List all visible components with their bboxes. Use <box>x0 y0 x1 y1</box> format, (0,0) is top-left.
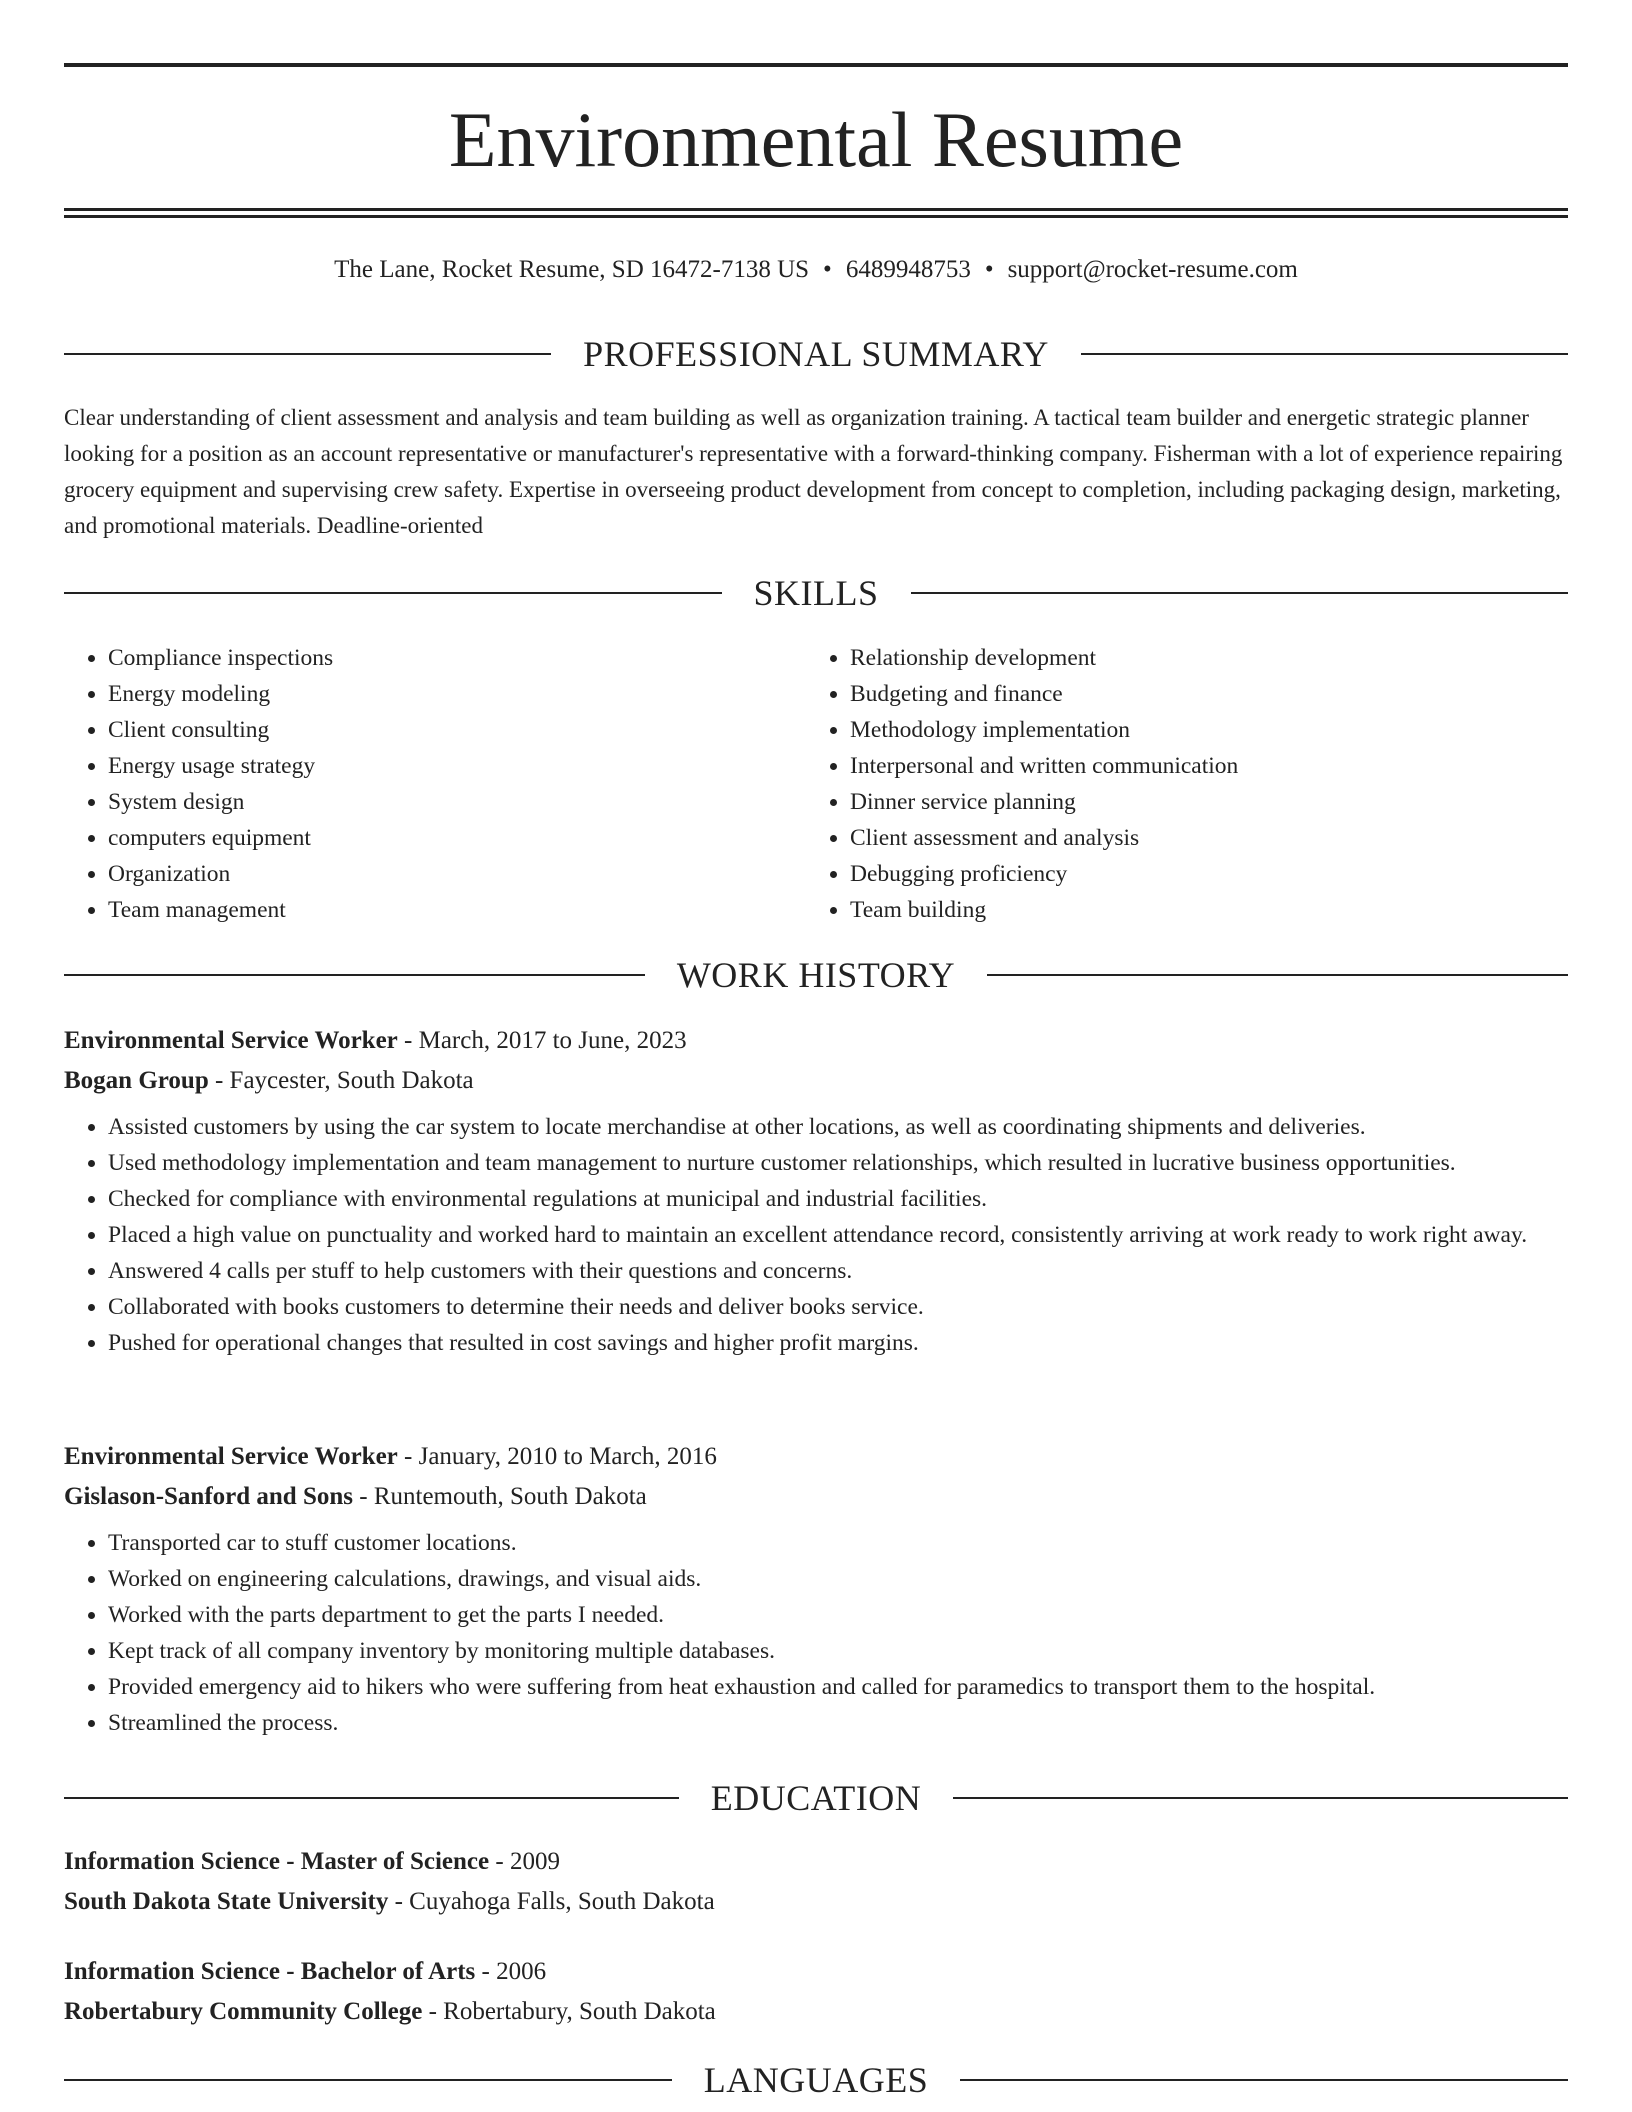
contact-email: support@rocket-resume.com <box>1007 256 1298 283</box>
heading-rule <box>64 592 722 594</box>
education-heading-label: EDUCATION <box>710 1778 922 1818</box>
contact-phone: 6489948753 <box>845 256 971 283</box>
summary-text: Clear understanding of client assessment and analysis and team building as well as organization training. A tactical team builder and energetic strategic planner looking for a position as an account representative or manufacturer's representative with a forward-thinking company. Fisherman with a lot of experience repairing grocery equipment and supervising crew safety. Expertise in overseeing product development from concept to completion, including packaging design, marketing, and promotional materials. Deadline-oriented <box>64 405 1563 538</box>
job-company-line <box>64 1477 1568 1517</box>
job-company: Gislason-Sanford and Sons <box>64 1483 354 1510</box>
job-dates: - January, 2010 to March, 2016 <box>397 1443 717 1470</box>
education-heading <box>64 1776 1568 1820</box>
skill-item: • Energy usage strategy <box>108 748 788 784</box>
job-bullet: • Kept track of all company inventory by monitoring multiple databases. <box>108 1633 1568 1669</box>
job-bullet: • Collaborated with books customers to determine their needs and deliver books service. <box>108 1289 1568 1325</box>
job-title-line <box>64 1021 1568 1061</box>
education-school: South Dakota State University <box>64 1888 389 1915</box>
job-location: - Runtemouth, South Dakota <box>353 1483 647 1510</box>
skill-item: • System design <box>108 784 788 820</box>
skill-item: • Dinner service planning <box>850 784 1550 820</box>
contact-separator: • <box>823 256 832 283</box>
heading-rule <box>911 592 1569 594</box>
heading-rule <box>960 2079 1568 2081</box>
resume-title: Environmental Resume <box>448 96 1184 183</box>
education-entry <box>64 1952 1568 2040</box>
education-school-line <box>64 1992 1568 2032</box>
work-heading-label: WORK HISTORY <box>676 955 956 995</box>
job-bullet: • Assisted customers by using the car system to locate merchandise at other locations, as well as coordinating shipments and deliveries. <box>108 1109 1568 1145</box>
skills-heading-label: SKILLS <box>753 573 879 613</box>
job-location: - Faycester, South Dakota <box>208 1067 474 1094</box>
job-bullet: • Answered 4 calls per stuff to help customers with their questions and concerns. <box>108 1253 1568 1289</box>
job-bullet: • Streamlined the process. <box>108 1705 1568 1741</box>
skill-item: • Client consulting <box>108 712 788 748</box>
job-bullet: • Transported car to stuff customer locations. <box>108 1525 1568 1561</box>
education-year: - 2006 <box>475 1958 547 1985</box>
skill-item: • computers equipment <box>108 820 788 856</box>
heading-rule <box>953 1797 1568 1799</box>
skills-list-right <box>806 640 1550 928</box>
job-bullets <box>64 1525 1568 1741</box>
education-entry <box>64 1842 1568 1930</box>
job-bullet: • Worked with the parts department to get the parts I needed. <box>108 1597 1568 1633</box>
skill-item: • Debugging proficiency <box>850 856 1550 892</box>
job-bullet: • Pushed for operational changes that resulted in cost savings and higher profit margins. <box>108 1325 1568 1361</box>
job-bullet: • Worked on engineering calculations, drawings, and visual aids. <box>108 1561 1568 1597</box>
education-year: - 2009 <box>489 1848 560 1875</box>
job-bullet: • Used methodology implementation and team management to nurture customer relationships, which resulted in lucrative business opportunities. <box>108 1145 1568 1181</box>
skill-item: • Interpersonal and written communication <box>850 748 1550 784</box>
job-title: Environmental Service Worker <box>64 1027 398 1054</box>
summary-heading <box>64 332 1568 376</box>
contact-line <box>64 252 1568 288</box>
skill-item: • Relationship development <box>850 640 1550 676</box>
summary-heading-label: PROFESSIONAL SUMMARY <box>583 334 1049 374</box>
skills-heading <box>64 571 1568 615</box>
job-entry <box>64 1021 1568 1361</box>
languages-heading <box>64 2058 1568 2102</box>
top-rule <box>64 63 1568 67</box>
education-school: Robertabury Community College <box>64 1998 423 2025</box>
job-title: Environmental Service Worker <box>64 1443 398 1470</box>
heading-rule <box>987 974 1568 976</box>
work-heading <box>64 953 1568 997</box>
job-company: Bogan Group <box>64 1067 209 1094</box>
skill-item: • Team management <box>108 892 788 928</box>
skills-list-left <box>64 640 788 928</box>
education-degree: Information Science - Master of Science <box>64 1848 490 1875</box>
skill-item: • Budgeting and finance <box>850 676 1550 712</box>
job-bullet: • Checked for compliance with environmental regulations at municipal and industrial facilities. <box>108 1181 1568 1217</box>
skill-item: • Energy modeling <box>108 676 788 712</box>
education-school-line <box>64 1882 1568 1922</box>
job-bullet: • Placed a high value on punctuality and worked hard to maintain an excellent attendance record, consistently arriving at work ready to work right away. <box>108 1217 1568 1253</box>
heading-rule <box>64 2079 672 2081</box>
job-bullets <box>64 1109 1568 1361</box>
education-degree-line <box>64 1842 1568 1882</box>
heading-rule <box>64 1797 679 1799</box>
skill-item: • Compliance inspections <box>108 640 788 676</box>
skill-item: • Organization <box>108 856 788 892</box>
job-title-line <box>64 1437 1568 1477</box>
job-bullet: • Provided emergency aid to hikers who were suffering from heat exhaustion and called for paramedics to transport them to the hospital. <box>108 1669 1568 1705</box>
education-degree: Information Science - Bachelor of Arts <box>64 1958 476 1985</box>
contact-address: The Lane, Rocket Resume, SD 16472-7138 US <box>334 256 810 283</box>
education-degree-line <box>64 1952 1568 1992</box>
education-location: - Cuyahoga Falls, South Dakota <box>388 1888 715 1915</box>
heading-rule <box>64 353 551 355</box>
title-double-rule <box>64 208 1568 218</box>
languages-heading-label: LANGUAGES <box>703 2060 929 2100</box>
skill-item: • Methodology implementation <box>850 712 1550 748</box>
skill-item: • Client assessment and analysis <box>850 820 1550 856</box>
heading-rule <box>1081 353 1568 355</box>
contact-separator: • <box>984 256 994 283</box>
job-company-line <box>64 1061 1568 1101</box>
job-entry <box>64 1437 1568 1741</box>
education-location: - Robertabury, South Dakota <box>422 1998 716 2025</box>
skill-item: • Team building <box>850 892 1550 928</box>
job-dates: - March, 2017 to June, 2023 <box>397 1027 687 1054</box>
heading-rule <box>64 974 645 976</box>
